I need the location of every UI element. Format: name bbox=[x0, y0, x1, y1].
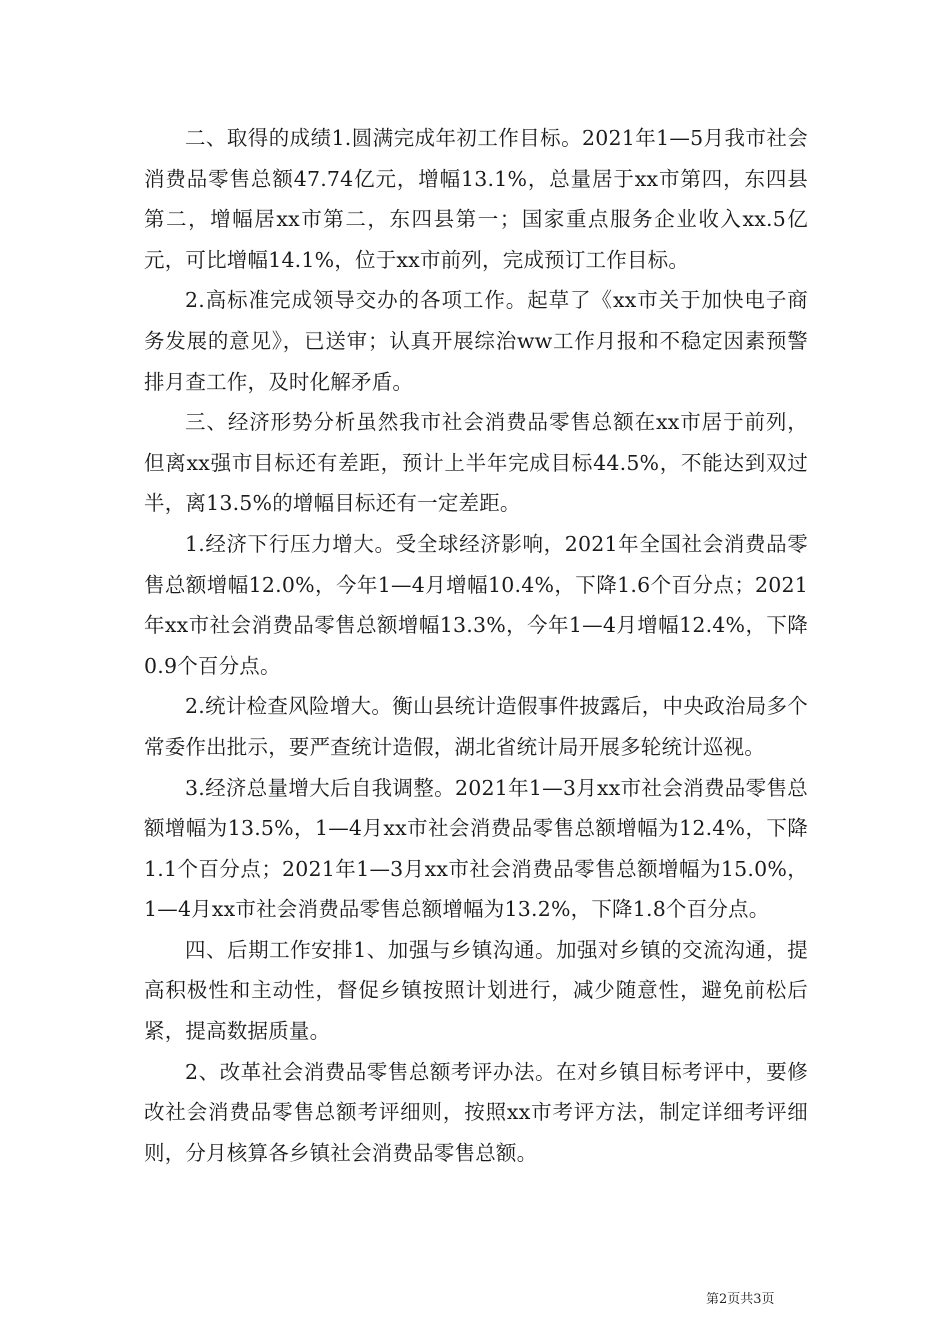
paragraph-downward-pressure: 1.经济下行压力增大。受全球经济影响，2021年全国社会消费品零售总额增幅12.0%，今年1—4月增幅10.4%，下降1.6个百分点；2021年xx市社会消费品零售总额增幅13.3%，今年1—4月增幅12.4%，下降0.9个百分点。 bbox=[144, 531, 808, 678]
paragraph-leadership-tasks: 2.高标准完成领导交办的各项工作。起草了《xx市关于加快电子商务发展的意见》，已送审；认真开展综治ww工作月报和不稳定因素预警排月查工作，及时化解矛盾。 bbox=[144, 288, 808, 394]
document-body bbox=[144, 118, 808, 1173]
paragraph-future-work: 四、后期工作安排1、加强与乡镇沟通。加强对乡镇的交流沟通，提高积极性和主动性，督促乡镇按照计划进行，减少随意性，避免前松后紧，提高数据质量。 bbox=[144, 937, 808, 1044]
paragraph-achievements: 二、取得的成绩1.圆满完成年初工作目标。2021年1—5月我市社会消费品零售总额47.74亿元，增幅13.1%，总量居于xx市第四，东四县第二，增幅居xx市第二，东四县第一；国家重点服务企业收入xx.5亿元，可比增幅14.1%，位于xx市前列，完成预订工作目标。 bbox=[144, 126, 808, 272]
paragraph-evaluation-reform: 2、改革社会消费品零售总额考评办法。在对乡镇目标考评中，要修改社会消费品零售总额考评细则，按照xx市考评方法，制定详细考评细则，分月核算各乡镇社会消费品零售总额。 bbox=[144, 1059, 808, 1165]
page-number: 第2页共3页 bbox=[706, 1292, 775, 1307]
paragraph-economic-analysis: 三、经济形势分析虽然我市社会消费品零售总额在xx市居于前列，但离xx强市目标还有差距，预计上半年完成目标44.5%，不能达到双过半，离13.5%的增幅目标还有一定差距。 bbox=[144, 410, 808, 516]
paragraph-inspection-risk: 2.统计检查风险增大。衡山县统计造假事件披露后，中央政治局多个常委作出批示，要严查统计造假，湖北省统计局开展多轮统计巡视。 bbox=[144, 694, 808, 759]
paragraph-self-adjustment: 3.经济总量增大后自我调整。2021年1—3月xx市社会消费品零售总额增幅为13.5%，1—4月xx市社会消费品零售总额增幅为12.4%，下降1.1个百分点；2021年1—3月xx市社会消费品零售总额增幅为15.0%，1—4月xx市社会消费品零售总额增幅为13.2%，下降1.8个百分点。 bbox=[144, 775, 808, 922]
